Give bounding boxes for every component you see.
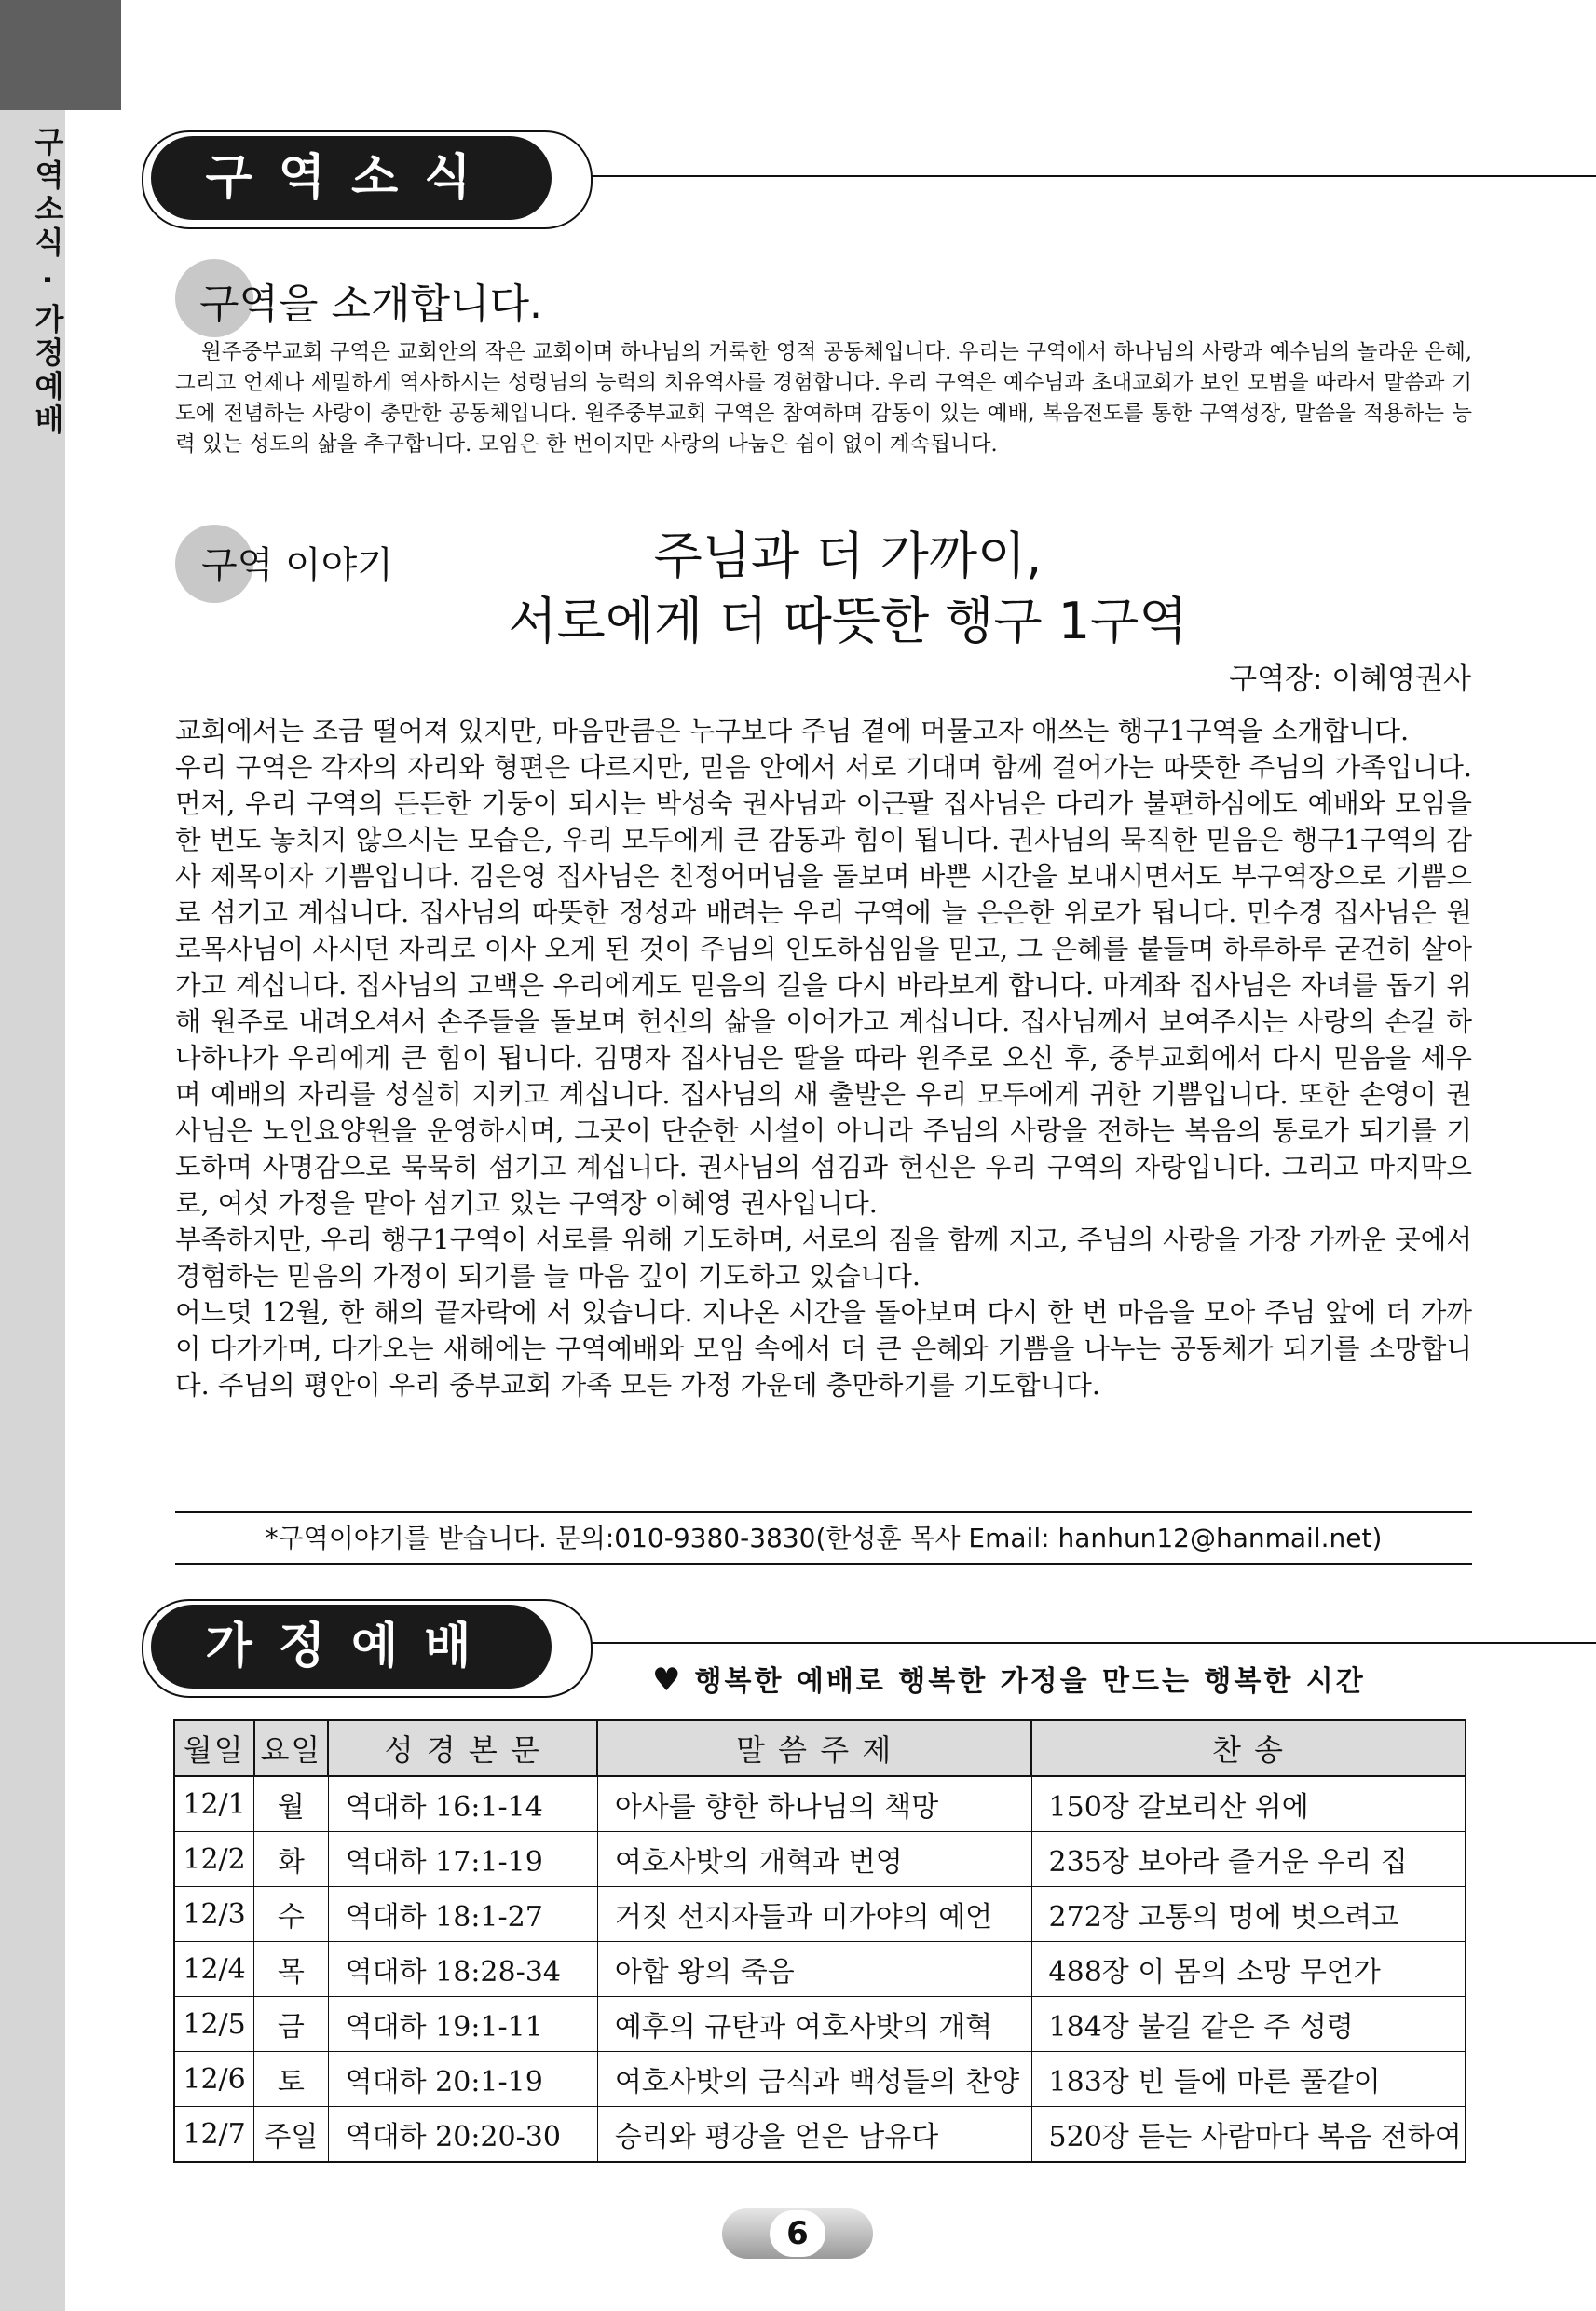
table-header-row: [174, 1720, 1466, 1776]
cell-weekday: 화: [254, 1832, 329, 1887]
header-sermon-topic: 말 씀 주 제: [597, 1720, 1031, 1776]
tagline: [652, 1658, 1366, 1699]
section-title-family-worship: 가정예배: [151, 1605, 552, 1689]
side-strip-top: [0, 0, 121, 110]
cell-topic: 아합 왕의 죽음: [597, 1942, 1031, 1997]
table-row: [174, 1942, 1466, 1997]
table-row: [174, 1887, 1466, 1942]
heart-icon: ♥: [652, 1661, 684, 1699]
story-body: [175, 713, 1472, 1403]
cell-topic: 예후의 규탄과 여호사밧의 개혁: [597, 1997, 1031, 2052]
cell-hymn: 272장 고통의 멍에 벗으려고: [1031, 1887, 1466, 1942]
cell-topic: 승리와 평강을 얻은 남유다: [597, 2107, 1031, 2163]
cell-date: 12/4: [174, 1942, 254, 1997]
cell-scripture: 역대하 16:1-14: [328, 1776, 597, 1832]
page-number: 6: [770, 2210, 825, 2257]
cell-topic: 아사를 향한 하나님의 책망: [597, 1776, 1031, 1832]
cell-weekday: 금: [254, 1997, 329, 2052]
table-row: [174, 2052, 1466, 2107]
cell-scripture: 역대하 20:1-19: [328, 2052, 597, 2107]
cell-weekday: 주일: [254, 2107, 329, 2163]
cell-scripture: 역대하 19:1-11: [328, 1997, 597, 2052]
cell-topic: 여호사밧의 금식과 백성들의 찬양: [597, 2052, 1031, 2107]
side-curve: [65, 110, 121, 2311]
side-section-label: 구역소식 · 가정예배: [30, 126, 65, 438]
header-scripture: 성 경 본 문: [328, 1720, 597, 1776]
intro-heading: 구역을 소개합니다.: [199, 280, 543, 328]
cell-date: 12/7: [174, 2107, 254, 2163]
story-paragraph: 어느덧 12월, 한 해의 끝자락에 서 있습니다. 지나온 시간을 돌아보며 다시 한 번 마음을 모아 주님 앞에 더 가까이 다가가며, 다가오는 새해에는 구역예배와 모임 속에서 더 큰 은혜와 기쁨을 나누는 공동체가 되기를 소망합니다. 주님의 평안이 우리 중부교회 가족 모든 가정 가운데 충만하기를 기도합니다.: [175, 1296, 1472, 1401]
table-row: [174, 1832, 1466, 1887]
cell-weekday: 목: [254, 1942, 329, 1997]
cell-weekday: 토: [254, 2052, 329, 2107]
story-paragraph: 교회에서는 조금 떨어져 있지만, 마음만큼은 누구보다 주님 곁에 머물고자 애쓰는 행구1구역을 소개합니다.: [175, 715, 1410, 746]
cell-hymn: 183장 빈 들에 마른 풀같이: [1031, 2052, 1466, 2107]
header-date: 월일: [174, 1720, 254, 1776]
story-title-line2: 서로에게 더 따뜻한 행구 1구역: [508, 592, 1188, 650]
table-row: [174, 2107, 1466, 2163]
cell-hymn: 488장 이 몸의 소망 무언가: [1031, 1942, 1466, 1997]
contact-info: *구역이야기를 받습니다. 문의:010-9380-3830(한성훈 목사 Email: hanhun12@hanmail.net): [175, 1511, 1472, 1565]
cell-scripture: 역대하 20:20-30: [328, 2107, 597, 2163]
cell-hymn: 150장 갈보리산 위에: [1031, 1776, 1466, 1832]
intro-paragraph: 원주중부교회 구역은 교회안의 작은 교회이며 하나님의 거룩한 영적 공동체입니다. 우리는 구역에서 하나님의 사랑과 예수님의 놀라운 은혜, 그리고 언제나 세밀하게 역사하시는 성령님의 능력의 치유역사를 경험합니다. 우리 구역은 예수님과 초대교회가 보인 모범을 따라서 말씀과 기도에 전념하는 사랑이 충만한 공동체입니다. 원주중부교회 구역은 참여하며 감동이 있는 예배, 복음전도를 통한 구역성장, 말씀을 적용하는 능력 있는 성도의 삶을 추구합니다. 모임은 한 번이지만 사랑의 나눔은 쉼이 없이 계속됩니다.: [175, 340, 1472, 457]
cell-date: 12/6: [174, 2052, 254, 2107]
cell-hymn: 520장 듣는 사람마다 복음 전하여: [1031, 2107, 1466, 2163]
section-divider-line: [578, 1642, 1596, 1644]
cell-scripture: 역대하 17:1-19: [328, 1832, 597, 1887]
section-title-news: 구역소식: [151, 136, 552, 220]
section-divider-line: [578, 175, 1596, 177]
tagline-text: 행복한 예배로 행복한 가정을 만드는 행복한 시간: [694, 1665, 1366, 1698]
cell-hymn: 184장 불길 같은 주 성령: [1031, 1997, 1466, 2052]
cell-hymn: 235장 보아라 즐거운 우리 집: [1031, 1832, 1466, 1887]
cell-scripture: 역대하 18:28-34: [328, 1942, 597, 1997]
story-leader: 구역장: 이혜영권사: [1229, 663, 1471, 696]
cell-date: 12/3: [174, 1887, 254, 1942]
table-row: [174, 1776, 1466, 1832]
cell-date: 12/5: [174, 1997, 254, 2052]
cell-weekday: 월: [254, 1776, 329, 1832]
cell-date: 12/1: [174, 1776, 254, 1832]
cell-topic: 거짓 선지자들과 미가야의 예언: [597, 1887, 1031, 1942]
table-row: [174, 1997, 1466, 2052]
story-title: [410, 524, 1286, 654]
cell-date: 12/2: [174, 1832, 254, 1887]
story-label: 구역 이야기: [201, 544, 393, 587]
cell-scripture: 역대하 18:1-27: [328, 1887, 597, 1942]
cell-weekday: 수: [254, 1887, 329, 1942]
story-paragraph: 우리 구역은 각자의 자리와 형편은 다르지만, 믿음 안에서 서로 기대며 함께 걸어가는 따뜻한 주님의 가족입니다. 먼저, 우리 구역의 든든한 기둥이 되시는 박성숙 권사님과 이근팔 집사님은 다리가 불편하심에도 예배와 모임을 한 번도 놓치지 않으시는 모습은, 우리 모두에게 큰 감동과 힘이 됩니다. 권사님의 묵직한 믿음은 행구1구역의 감사 제목이자 기쁨입니다. 김은영 집사님은 친정어머님을 돌보며 바쁜 시간을 보내시면서도 부구역장으로 기쁨으로 섬기고 계십니다. 집사님의 따뜻한 정성과 배려는 우리 구역에 늘 은은한 위로가 됩니다. 민수경 집사님은 원로목사님이 사시던 자리로 이사 오게 된 것이 주님의 인도하심임을 믿고, 그 은혜를 붙들며 하루하루 굳건히 살아가고 계십니다. 집사님의 고백은 우리에게도 믿음의 길을 다시 바라보게 합니다. 마계좌 집사님은 자녀를 돕기 위해 원주로 내려오셔서 손주들을 돌보며 헌신의 삶을 이어가고 계십니다. 집사님께서 보여주시는 사랑의 손길 하나하나가 우리에게 큰 힘이 됩니다. 김명자 집사님은 딸을 따라 원주로 오신 후, 중부교회에서 다시 믿음을 세우며 예배의 자리를 성실히 지키고 계십니다. 집사님의 새 출발은 우리 모두에게 귀한 기쁨입니다. 또한 손영이 권사님은 노인요양원을 운영하시며, 그곳이 단순한 시설이 아니라 주님의 사랑을 전하는 복음의 통로가 되기를 기도하며 사명감으로 묵묵히 섬기고 계십니다. 권사님의 섬김과 헌신은 우리 구역의 자랑입니다. 그리고 마지막으로, 여섯 가정을 맡아 섬기고 있는 구역장 이혜영 권사입니다.: [175, 751, 1472, 1219]
story-paragraph: 부족하지만, 우리 행구1구역이 서로를 위해 기도하며, 서로의 짐을 함께 지고, 주님의 사랑을 가장 가까운 곳에서 경험하는 믿음의 가정이 되기를 늘 마음 깊이 기도하고 있습니다.: [175, 1224, 1472, 1292]
cell-topic: 여호사밧의 개혁과 번영: [597, 1832, 1031, 1887]
header-weekday: 요일: [254, 1720, 329, 1776]
family-worship-table: [173, 1719, 1466, 2163]
story-title-line1: 주님과 더 가까이,: [653, 526, 1043, 585]
header-hymn: 찬 송: [1031, 1720, 1466, 1776]
